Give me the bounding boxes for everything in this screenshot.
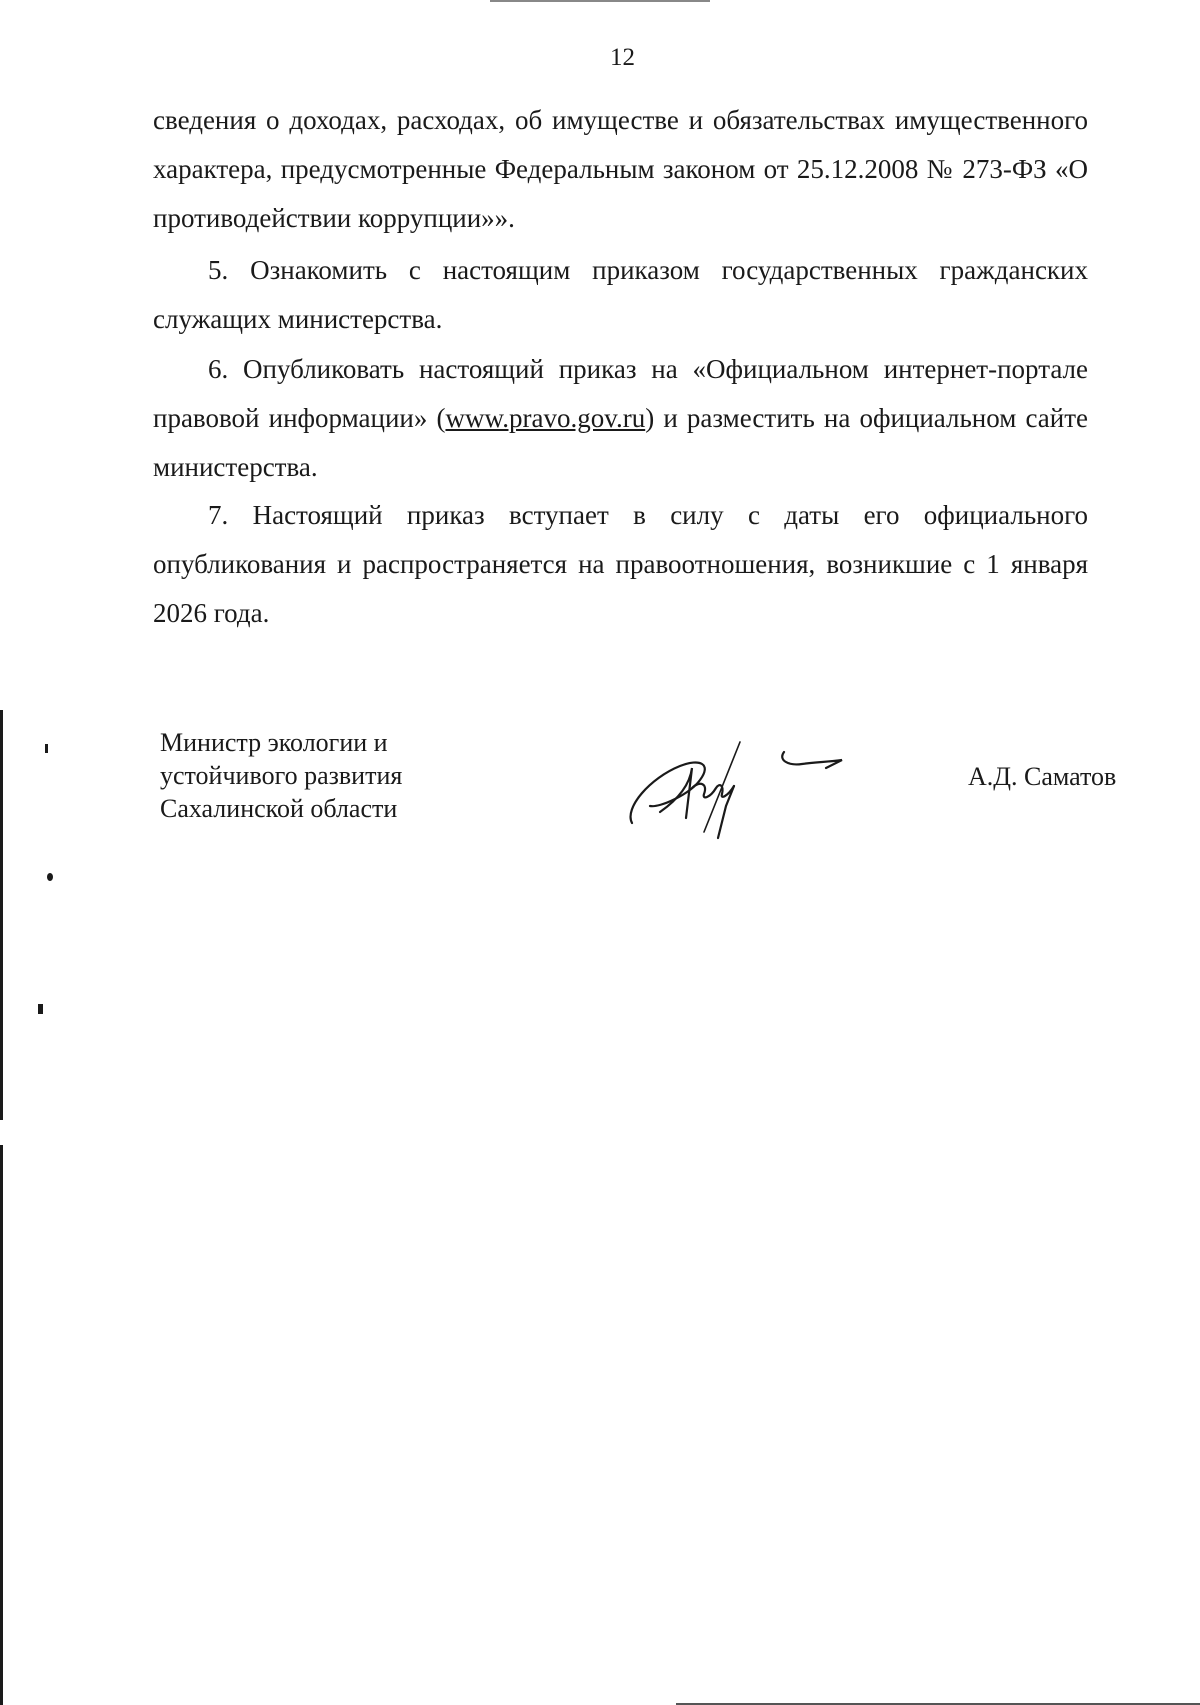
body-text-block: [153, 345, 1088, 492]
body-text-block: [153, 491, 1088, 638]
signatory-position: [160, 726, 402, 825]
position-line: устойчивого развития: [160, 761, 403, 790]
page-number: 12: [610, 44, 635, 71]
scan-speck: [38, 1004, 43, 1014]
position-line: Министр экологии и: [160, 728, 388, 757]
paragraph-5: 5. Ознакомить с настоящим приказом государственных гражданских служащих министерства.: [153, 255, 1088, 334]
scan-edge-left: [0, 710, 3, 1120]
body-text-block: [153, 96, 1088, 243]
body-text-block: [153, 246, 1088, 344]
paragraph-continued: сведения о доходах, расходах, об имуществе и обязательствах имущественного характера, предусмотренные Федеральным законом от 25.12.2008 № 273-ФЗ «О противодействии коррупции»».: [153, 105, 1088, 233]
paragraph-7: 7. Настоящий приказ вступает в силу с даты его официального опубликования и распространяется на правоотношения, возникшие с 1 января 2026 года.: [153, 500, 1088, 628]
scan-edge-left: [0, 1145, 3, 1705]
signatory-name: А.Д. Саматов: [968, 762, 1117, 791]
paragraph-6-text-before: 6. Опубликовать настоящий приказ на «Официальном интернет-портале правовой информации» (: [153, 354, 1088, 433]
scan-speck: [47, 873, 53, 881]
position-line: Сахалинской области: [160, 794, 398, 823]
scan-speck: [45, 744, 48, 753]
scan-edge-top: [490, 0, 710, 2]
paragraph-6-text-after: ) и разместить на официальном сайте министерства.: [153, 403, 1088, 482]
paragraph-6: [153, 345, 1088, 492]
handwritten-signature: [620, 728, 850, 843]
pravo-link[interactable]: www.pravo.gov.ru: [445, 403, 646, 433]
